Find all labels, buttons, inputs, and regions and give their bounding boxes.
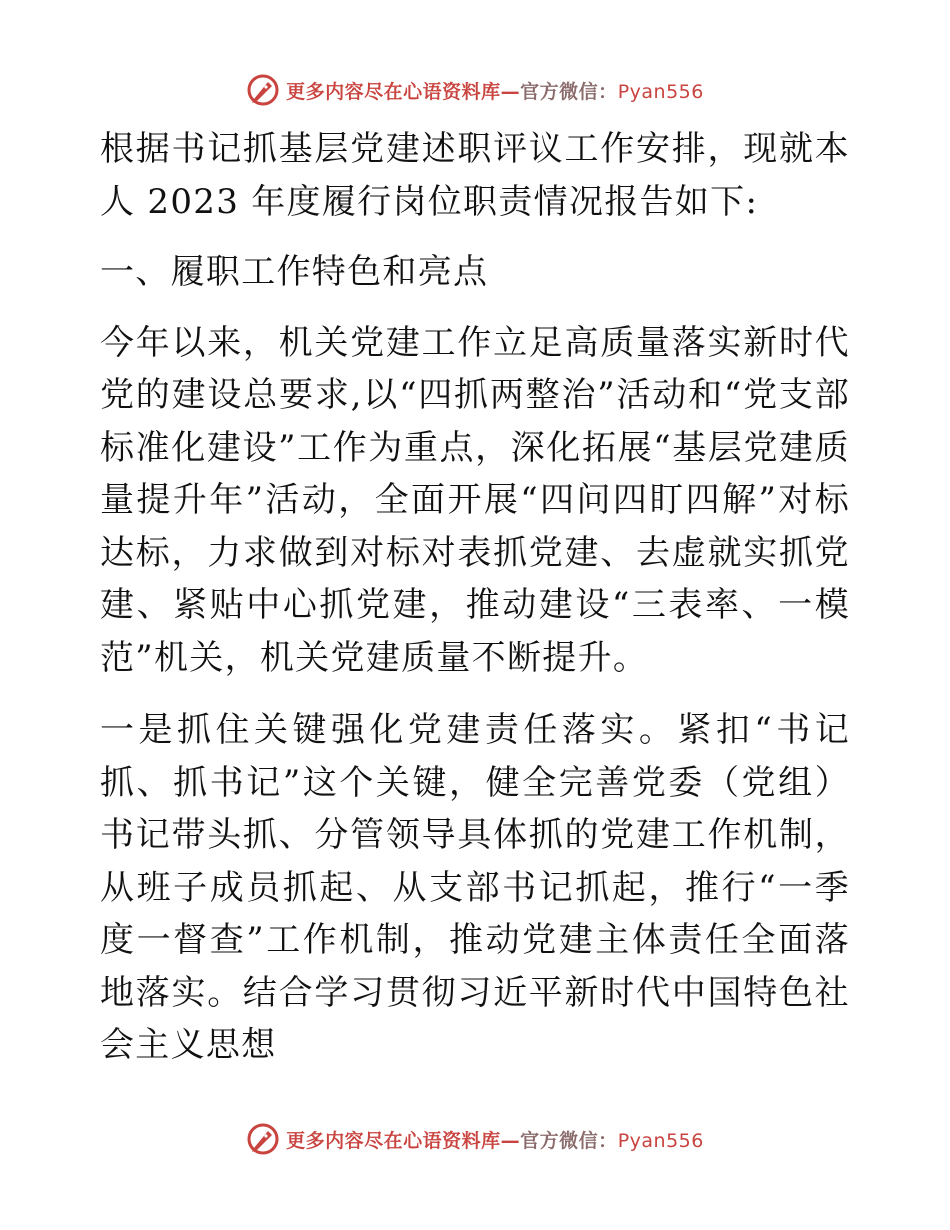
footer-banner [0,1122,950,1156]
document-body [100,123,850,1072]
body-paragraph-2: 一是抓住关键强化党建责任落实。紧扣“书记抓、抓书记”这个关键，健全完善党委（党组）书记带头抓、分管领导具体抓的党建工作机制，从班子成员抓起、从支部书记抓起，推行“一季度一督查”工作机制，推动党建主体责任全面落地落实。结合学习贯彻习近平新时代中国特色社会主义思想 [100,710,850,1065]
banner-site-text: 更多内容尽在心语资料库 [286,80,501,103]
banner-site-text: 更多内容尽在心语资料库 [286,1129,501,1152]
banner-wechat-id: Pyan556 [617,1129,704,1152]
intro-paragraph: 根据书记抓基层党建述职评议工作安排，现就本人 2023 年度履行岗位职责情况报告如下: [100,129,850,222]
header-banner [0,73,950,107]
body-paragraph-1: 今年以来，机关党建工作立足高质量落实新时代党的建设总要求,以“四抓两整治”活动和“党支部标准化建设”工作为重点，深化拓展“基层党建质量提升年”活动，全面开展“四问四盯四解”对标达标，力求做到对标对表抓党建、去虚就实抓党建、紧贴中心抓党建，推动建设“三表率、一模范”机关，机关党建质量不断提升。 [100,322,850,678]
banner-wechat-id: Pyan556 [617,80,704,103]
section-heading: 一、履职工作特色和亮点 [100,252,489,292]
banner-text [286,1126,704,1153]
banner-dash: — [500,1129,521,1152]
banner-official-text: 官方微信： [520,1129,618,1152]
pen-nib-logo-icon [246,73,280,107]
pen-nib-logo-icon [246,1122,280,1156]
banner-text [286,77,704,104]
banner-dash: — [500,80,521,103]
banner-official-text: 官方微信： [520,80,618,103]
